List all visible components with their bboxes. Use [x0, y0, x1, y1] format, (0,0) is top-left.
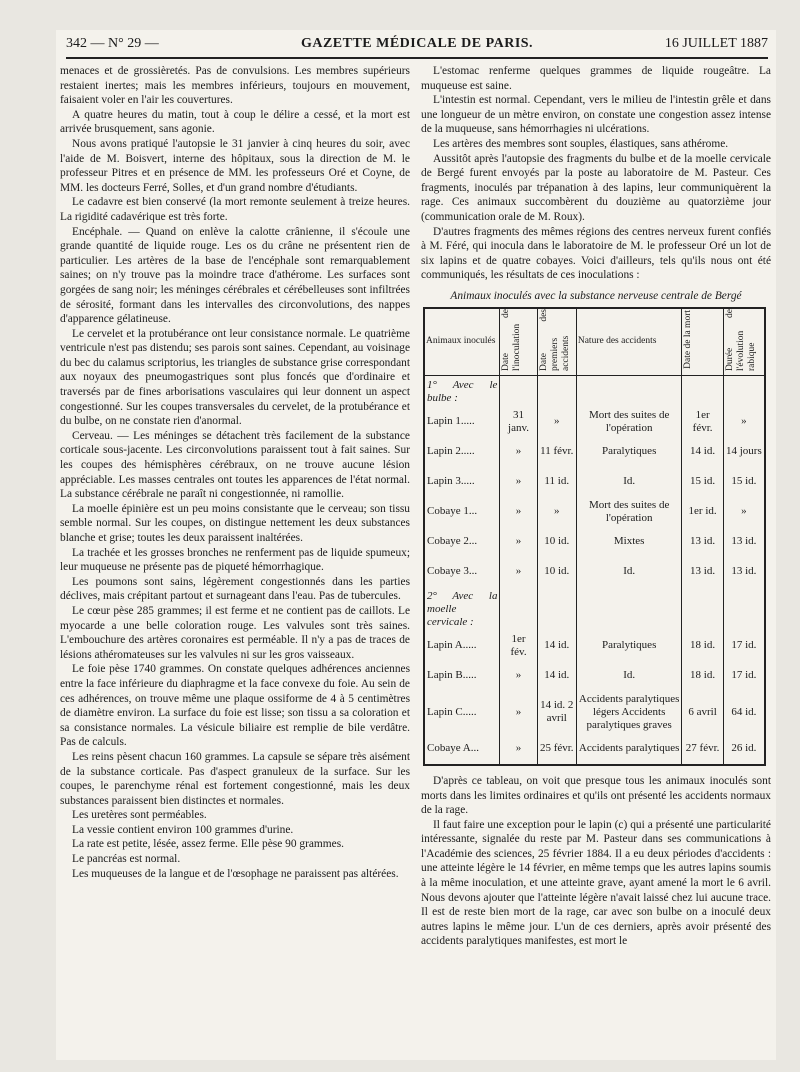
cell-death-date: 18 id.	[682, 661, 723, 691]
paragraph: menaces et de grossièretés. Pas de convulsions. Les membres supérieurs restaient inertes; mais les membres inférieurs, toujours en mouvement, faisaient voler en l'air les couvertures.	[60, 65, 410, 107]
header-animals: Animaux inoculés	[424, 308, 500, 376]
header-first-accidents: Date des premiers accidents	[537, 308, 576, 376]
cell-duration: 17 id.	[723, 661, 765, 691]
cell-inoculation-date: 1er fév.	[500, 631, 537, 661]
paragraph: Cerveau. — Les méninges se détachent très facilement de la substance corticale sous-jacente. Les circonvolutions paraissent tout à fait saines. Sur les coupes des hémisphères cérébraux, on ne trouve aucune lésion appréciable. Les masses centrales ont toutes les apparences de l'état normal. La substance cérébrale ne paraît ni congestionnée, ni ramollie.	[60, 429, 410, 501]
cell-inoculation-date: »	[500, 437, 537, 467]
paragraph: D'après ce tableau, on voit que presque tous les animaux inoculés sont morts dans les limites ordinaires et qu'ils ont présenté les accidents normaux de la rage.	[421, 774, 771, 817]
cell-death-date: 6 avril	[682, 691, 723, 734]
table-group-row	[424, 375, 765, 407]
cell-duration: 26 id.	[723, 734, 765, 765]
header-rule	[66, 57, 768, 59]
paragraph: La rate est petite, lésée, assez ferme. Elle pèse 90 grammes.	[72, 838, 344, 851]
cell-animal: Lapin B.....	[424, 661, 500, 691]
paragraph: Le cadavre est bien conservé (la mort remonte seulement à treize heures. La rigidité cadavérique est très forte.	[60, 196, 410, 223]
cell-animal: Cobaye 2...	[424, 527, 500, 557]
issue-date: 16 JUILLET 1887	[664, 36, 768, 51]
cell-inoculation-date: »	[500, 467, 537, 497]
paragraph: D'autres fragments des mêmes régions des centres nerveux furent confiés à M. Féré, qui inocula dans le laboratoire de M. le professeur Oré un lot de six lapins et de quatre cobayes. Voici d'ailleurs, tels qu'ils nous ont été communiqués, les résultats de ces inoculations :	[421, 225, 771, 282]
header-inoculation-date: Date de l'inoculation	[500, 308, 537, 376]
cell-nature: Mort des suites de l'opération	[576, 407, 682, 437]
paragraph: La moelle épinière est un peu moins consistante que le cerveau; son tissu semble normal. Sur les coupes, on distingue nettement les deux substances blanche et grise; toutes les deux paraissent inaltérées.	[60, 502, 410, 544]
cell-animal: Cobaye 1...	[424, 497, 500, 527]
empty-cell	[576, 375, 682, 407]
cell-nature: Accidents paralytiques	[576, 734, 682, 765]
paragraph: A quatre heures du matin, tout à coup le délire a cessé, et la mort est arrivée brusquement, sans agonie.	[60, 108, 410, 136]
cell-death-date: 13 id.	[682, 557, 723, 587]
empty-cell	[537, 587, 576, 631]
table-row	[424, 661, 765, 691]
paragraph: L'estomac renferme quelques grammes de liquide rougeâtre. La muqueuse est saine.	[421, 65, 771, 92]
cell-inoculation-date: »	[500, 661, 537, 691]
cell-death-date: 1er id.	[682, 497, 723, 527]
cell-inoculation-date: »	[500, 691, 537, 734]
paragraph: La vessie contient environ 100 grammes d'urine.	[72, 823, 294, 836]
table-row	[424, 467, 765, 497]
table-title: Animaux inoculés avec la substance nerveuse centrale de Bergé	[450, 289, 742, 302]
paragraph: Le cœur pèse 285 grammes; il est ferme et ne contient pas de caillots. Le myocarde a une belle coloration rouge. Les valvules sont très saines. L'embouchure des artères coronaires est perméable. Il n'y a pas de traces de lésions athéromateuses sur les valvules ni sur les gros vaisseaux.	[60, 604, 410, 661]
cell-animal: Cobaye 3...	[424, 557, 500, 587]
cell-nature: Id.	[576, 661, 682, 691]
paragraph: Nous avons pratiqué l'autopsie le 31 janvier à cinq heures du soir, avec l'aide de M. Boisvert, interne des hôpitaux, sous la direction de M. le professeur Pitres et en présence de MM. les professeurs Oré et Coyne, de MM. les docteurs Ferré, Solles, et d'un grand nombre d'étudiants.	[60, 137, 410, 194]
cell-nature: Accidents paralytiques légers Accidents paralytiques graves	[576, 691, 682, 734]
results-table	[423, 307, 766, 766]
empty-cell	[682, 375, 723, 407]
table-row	[424, 407, 765, 437]
header-death-date: Date de la mort	[682, 308, 723, 376]
right-column	[421, 64, 771, 949]
table-row	[424, 437, 765, 467]
cell-inoculation-date: »	[500, 557, 537, 587]
group-label: 2° Avec la moelle cervicale :	[424, 587, 500, 631]
cell-duration: 13 id.	[723, 527, 765, 557]
table-row	[424, 734, 765, 765]
cell-nature: Id.	[576, 467, 682, 497]
empty-cell	[576, 587, 682, 631]
cell-death-date: 27 févr.	[682, 734, 723, 765]
cell-first-accidents: 14 id.	[537, 661, 576, 691]
cell-animal: Lapin 3.....	[424, 467, 500, 497]
table-row	[424, 497, 765, 527]
cell-animal: Lapin C.....	[424, 691, 500, 734]
cell-nature: Paralytiques	[576, 437, 682, 467]
cell-nature: Paralytiques	[576, 631, 682, 661]
cell-nature: Mort des suites de l'opération	[576, 497, 682, 527]
cell-first-accidents: 11 id.	[537, 467, 576, 497]
cell-inoculation-date: »	[500, 734, 537, 765]
cell-inoculation-date: »	[500, 497, 537, 527]
table-row	[424, 631, 765, 661]
cell-duration: »	[723, 407, 765, 437]
cell-death-date: 14 id.	[682, 437, 723, 467]
paragraph: Le pancréas est normal.	[72, 853, 181, 866]
table-row	[424, 527, 765, 557]
cell-inoculation-date: 31 janv.	[500, 407, 537, 437]
cell-death-date: 13 id.	[682, 527, 723, 557]
cell-death-date: 18 id.	[682, 631, 723, 661]
header-nature: Nature des accidents	[576, 308, 682, 376]
page-number: 342 — N° 29 —	[66, 36, 159, 51]
paragraph: La trachée et les grosses bronches ne renferment pas de liquide spumeux; leur muqueuse ne présente pas de piqueté hémorrhagique.	[60, 546, 410, 574]
group-label: 1° Avec le bulbe :	[424, 375, 500, 407]
cell-animal: Lapin 2.....	[424, 437, 500, 467]
paragraph: Encéphale. — Quand on enlève la calotte crânienne, il s'écoule une grande quantité de liquide rouge. Les os du crâne ne présentent rien de particulier. Les artères de la base de l'encéphale sont remarquablement saines; on n'y trouve pas la moindre trace d'athérome. Les surfaces sont gorgées de sang noir; les méninges cérébrales et cérébelleuses sont infiltrées de sérosité, formant dans les intervalles des circonvolutions, des nappes d'apparence gélatineuse.	[60, 225, 410, 326]
cell-animal: Lapin A.....	[424, 631, 500, 661]
paragraph: Les muqueuses de la langue et de l'œsophage ne paraissent pas altérées.	[72, 867, 399, 880]
cell-first-accidents: »	[537, 497, 576, 527]
empty-cell	[537, 375, 576, 407]
table-header-row	[424, 308, 765, 376]
cell-duration: 13 id.	[723, 557, 765, 587]
empty-cell	[723, 587, 765, 631]
header-duration: Durée de l'évolution rabique	[723, 308, 765, 376]
table-group-row	[424, 587, 765, 631]
journal-page	[56, 30, 776, 1060]
table-row	[424, 691, 765, 734]
cell-first-accidents: 10 id.	[537, 557, 576, 587]
journal-title: GAZETTE MÉDICALE DE PARIS.	[300, 36, 534, 51]
cell-nature: Id.	[576, 557, 682, 587]
cell-nature: Mixtes	[576, 527, 682, 557]
cell-duration: 15 id.	[723, 467, 765, 497]
paragraph: Les artères des membres sont souples, élastiques, sans athérome.	[433, 137, 729, 150]
running-header	[66, 36, 768, 58]
cell-death-date: 1er févr.	[682, 407, 723, 437]
empty-cell	[682, 587, 723, 631]
cell-first-accidents: 14 id.	[537, 631, 576, 661]
left-column	[60, 64, 410, 881]
paragraph: Le cervelet et la protubérance ont leur consistance normale. Le quatrième ventricule n'est pas distendu; ses parois sont saines. Cependant, au voisinage du bec du calamus scriptorius, les triangles de substance grise correspondant aux noyaux des pneumogastriques sont plus foncés que d'ordinaire et traversés par de fines arborisations vasculaires qui leur donnent un aspect congestionné. Sur les coupes transversales du cervelet, de la protubérance et du bulbe, on ne constate rien d'anormal.	[60, 327, 410, 428]
cell-animal: Cobaye A...	[424, 734, 500, 765]
paragraph: Les reins pèsent chacun 160 grammes. La capsule se sépare très aisément de la substance corticale. Pas d'aspect granuleux de la surface. Sur les coupes, le parenchyme rénal est fortement congestionné, mais les deux substances paraissent bien distinctes et normales.	[60, 750, 410, 807]
paragraph: Le foie pèse 1740 grammes. On constate quelques adhérences anciennes entre la face inférieure du diaphragme et la face convexe du foie. Au sein de ces adhérences, on trouve même une plaque ossiforme de 4 à 5 centimètres de diamètre environ. La surface du foie est lisse; son tissu a sa coloration et sa consistance normales. La vésicule biliaire est remplie de bile verdâtre. Pas de calculs.	[60, 663, 410, 749]
table-row	[424, 557, 765, 587]
cell-first-accidents: 25 févr.	[537, 734, 576, 765]
cell-duration: »	[723, 497, 765, 527]
cell-animal: Lapin 1.....	[424, 407, 500, 437]
paragraph: Aussitôt après l'autopsie des fragments du bulbe et de la moelle cervicale de Bergé furent envoyés par la poste au laboratoire de M. Pasteur. Ces fragments, inoculés par trépanation à des lapins, leur communiquèrent la rage. Ces animaux succombèrent du douzième au quatorzième jour (communication orale de M. Roux).	[421, 152, 771, 223]
cell-duration: 17 id.	[723, 631, 765, 661]
cell-first-accidents: 11 févr.	[537, 437, 576, 467]
cell-first-accidents: 10 id.	[537, 527, 576, 557]
empty-cell	[500, 587, 537, 631]
cell-first-accidents: »	[537, 407, 576, 437]
paragraph: Les uretères sont perméables.	[72, 809, 207, 822]
paragraph: Les poumons sont sains, légèrement congestionnés dans les parties déclives, mais crépitant partout et surnageant dans l'eau. Pas de tubercules.	[60, 575, 410, 603]
empty-cell	[500, 375, 537, 407]
cell-inoculation-date: »	[500, 527, 537, 557]
cell-duration: 64 id.	[723, 691, 765, 734]
paragraph: Il faut faire une exception pour le lapin (c) qui a présenté une particularité intéressante, signalée du reste par M. Pasteur dans ses communications à l'Académie des sciences, 25 février 1884. Il a eu deux périodes d'accidents : une atteinte légère le 14 février, en même temps que les autres lapins soumis à la même inoculation, et une atteinte grave, ayant amené la mort le 6 avril. Nous devons ajouter que l'atteinte légère n'avait laissé chez lui aucune trace. Il est de reste bien mort de la rage, car avec son bulbe on a inoculé deux autres lapins le même jour. L'un de ces derniers, après avoir présenté des accidents paralytiques manifestes, est mort le	[421, 818, 771, 948]
paragraph: L'intestin est normal. Cependant, vers le milieu de l'intestin grêle et dans une longueur de un mètre environ, on constate une congestion assez intense de la muqueuse, sans hémorrhagies ni ulcérations.	[421, 94, 771, 136]
cell-duration: 14 jours	[723, 437, 765, 467]
cell-first-accidents: 14 id. 2 avril	[537, 691, 576, 734]
empty-cell	[723, 375, 765, 407]
cell-death-date: 15 id.	[682, 467, 723, 497]
